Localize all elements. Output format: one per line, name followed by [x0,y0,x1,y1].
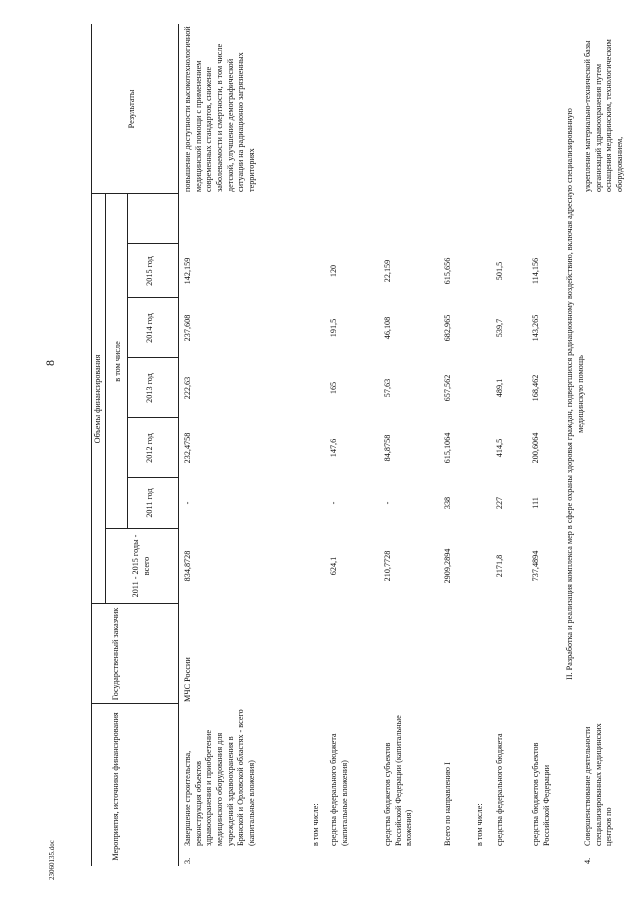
table-row-result: укрепление материально-технической базы организаций здравоохранения путем оснащения медицинским, технологическим оборудованием, [583,39,624,192]
table-cell-2012: 84,8758 [383,434,392,462]
row-number: 4. [583,857,592,864]
table-cell-2011: - [383,501,392,505]
table-cell-2012: 232,4758 [183,432,192,464]
table-cell-2015: 120 [329,264,338,278]
table-cell-total: 834,8728 [183,550,192,582]
table-cell-2015: 142,159 [183,257,192,285]
header-year-2015: 2015 год [145,256,154,286]
table-cell-2014: 46,108 [383,316,392,340]
table-row-result: повышение доступности высокотехнологичной медицинской помощи с применением современных стандартов, снижение заболеваемости и смертности, в том числе детской, улучшение демографической ситуации на радиационно загрязненных территориях [183,26,256,192]
table-row-activity: средства федерального бюджета [495,733,504,846]
table-cell-2011: 227 [495,496,504,510]
table-cell-2014: 191,5 [329,318,338,338]
table-cell-2014: 539,7 [495,318,504,338]
table-cell-2013: 165 [329,381,338,395]
table-row-activity: средства бюджетов субъектов Российской Федерации [531,742,551,846]
header-year-2013: 2013 год [145,373,154,403]
header-year-2014: 2014 год [145,313,154,343]
header-year-2012: 2012 год [145,433,154,463]
table-cell-total: 2909,2894 [443,548,452,584]
table-row-activity: Всего по направлению I [443,762,452,846]
table-cell-2015: 615,656 [443,257,452,285]
table-cell-2011: - [183,501,192,505]
header-activity: Мероприятия, источники финансирования [111,712,120,861]
table-cell-2012: 200,6064 [531,432,540,464]
table-cell-2013: 657,562 [443,374,452,402]
funding-table [83,24,624,874]
page-number: 8 [43,360,57,366]
section-heading: II. Разработка и реализация комплекса мер в сфере охраны здоровья граждан, подвергшихся радиационному воздействию, включая адресную специализированную медицинскую помощь [565,108,585,680]
table-cell-2015: 114,156 [531,257,540,285]
table-row-label: в том числе: [311,803,320,846]
table-cell-2013: 57,63 [383,378,392,398]
table-cell-2014: 143,265 [531,314,540,342]
table-cell-2012: 615,1064 [443,432,452,464]
table-cell-2011: 111 [531,497,540,509]
table-cell-2013: 222,63 [183,376,192,400]
table-cell-2011: 338 [443,496,452,510]
table-row-activity: Совершенствование деятельности специализированных медицинских центров по [583,723,614,846]
table-cell-total: 737,4894 [531,550,540,582]
table-cell-total: 624,1 [329,556,338,576]
table-cell-2015: 22,159 [383,259,392,283]
table-cell-2014: 682,965 [443,314,452,342]
footer-filename: 23060135.doc [48,840,56,880]
table-row-label: в том числе: [475,803,484,846]
table-cell-2014: 237,608 [183,314,192,342]
table-row-customer: МЧС России [183,657,192,702]
header-customer: Государственный заказчик [111,607,120,701]
table-cell-2013: 489,1 [495,378,504,398]
table-cell-2011: - [329,501,338,505]
header-results: Результаты [127,89,136,129]
header-in-that: в том числе [113,341,122,382]
table-cell-2012: 147,6 [329,438,338,458]
table-cell-2013: 168,462 [531,374,540,402]
table-row-activity: средства федерального бюджета (капитальные вложения) [329,733,349,846]
table-row-activity: средства бюджетов субъектов Российской Федерации (капитальные вложения) [383,715,414,846]
header-year-2011: 2011 год [145,488,154,518]
table-cell-2015: 501,5 [495,261,504,281]
table-cell-2012: 414,5 [495,438,504,458]
header-total: 2011 - 2015 годы - всего [131,534,151,598]
header-funding-volumes: Объемы финансирования [93,354,102,444]
table-cell-total: 2171,8 [495,554,504,578]
table-cell-total: 210,7728 [383,550,392,582]
table-row-activity: Завершение строительства, реконструкция объектов здравоохранения и приобретение медицинского оборудования для учреждений здравоохранения в Брянской и Орловской областях - всего (капитальные вложения) [183,709,256,846]
row-number: 3. [183,857,192,864]
